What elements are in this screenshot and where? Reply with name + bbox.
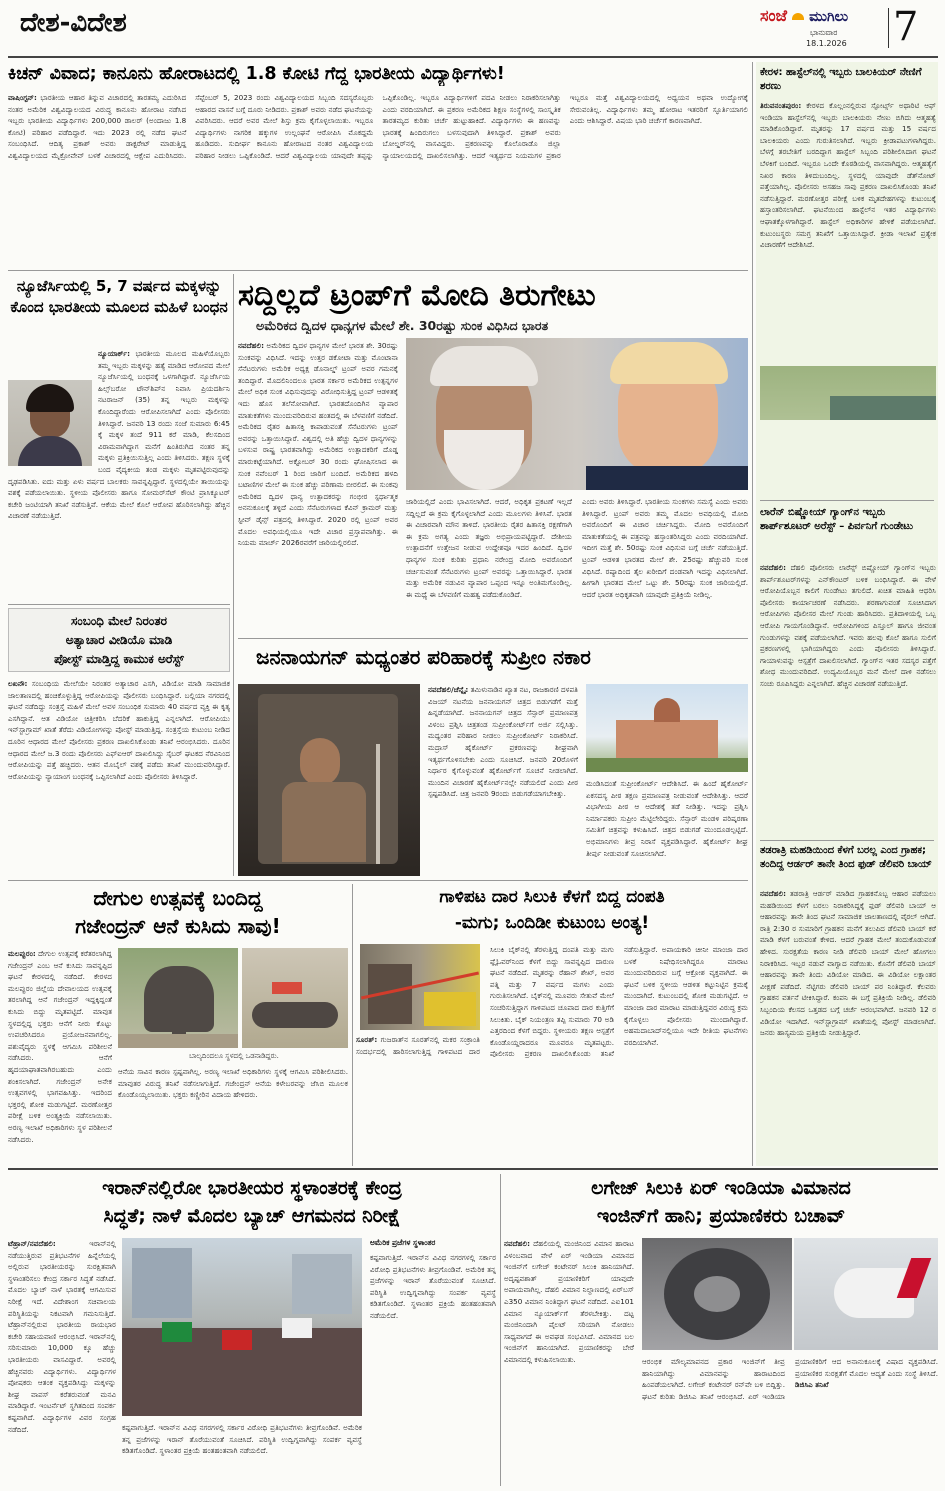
story-iran-evacuation bbox=[8, 1174, 496, 1486]
dateline: ನವದೆಹಲಿ: bbox=[760, 563, 786, 572]
article-body-left bbox=[238, 340, 398, 632]
story-temple-elephant bbox=[8, 884, 348, 1166]
headline-line-2: ಇಂಜಿನ್‌ಗೆ ಹಾನಿ; ಪ್ರಯಾಣಿಕರು ಬಚಾವ್ bbox=[596, 1205, 846, 1227]
divider bbox=[8, 1168, 938, 1170]
article-body-left bbox=[428, 684, 578, 876]
column-divider bbox=[500, 1174, 501, 1486]
right-sidebar bbox=[756, 62, 938, 1166]
story-jananayagan bbox=[238, 642, 748, 876]
story-newjersey bbox=[8, 276, 230, 602]
column-divider bbox=[752, 62, 753, 1166]
article-body-right bbox=[586, 778, 748, 876]
story-kite-accident bbox=[356, 884, 748, 1166]
body-text: ಕಷ್ಟವಾಗುತ್ತಿದೆ. ಇರಾನ್‌ನ ವಿವಿಧ ನಗರಗಳಲ್ಲಿ ಸರ್ಕಾರ ವಿರೋಧಿ ಪ್ರತಿಭಟನೆಗಳು ತೀವ್ರಗೊಂಡಿವೆ. ಅಮೆರಿಕ ತನ್ನ ಪ್ರಜೆಗಳನ್ನು ಇರಾನ್ ತೊರೆಯುವಂತೆ ಸೂಚಿಸಿದೆ. ಪರಿಸ್ಥಿತಿ ಉದ್ವಿಗ್ನವಾಗಿದ್ದು ಸಂಪರ್ಕ ವ್ಯವಸ್ಥೆ ಕಡಿತಗೊಂಡಿದೆ. ಸ್ಥಳಾಂತರ ಪ್ರಕ್ರಿಯೆ ಹಂತಹಂತವಾಗಿ ನಡೆಯಲಿದೆ. bbox=[370, 1253, 496, 1320]
body-text: ಜಾರಿಯಲ್ಲಿದೆ ಎಂದು ಭಾವಿಸಲಾಗಿದೆ. ಆದರೆ, ಅಧಿಕೃತ ಪ್ರಕಟಣೆ ಇಲ್ಲದೆ ಸದ್ದಿಲ್ಲದೆ ಈ ಕ್ರಮ ಕೈಗೊಳ್ಳಲಾಗಿದೆ ಎಂದು ಮೂಲಗಳು ತಿಳಿಸಿವೆ. ಭಾರತ ಈ ವಿಚಾರವಾಗಿ ಮೌನ ತಾಳಿದೆ. ಭಾರತೀಯ ರೈತರ ಹಿತಾಸಕ್ತಿ ರಕ್ಷಣೆಗಾಗಿ ಈ ಕ್ರಮ ಅಗತ್ಯ ಎಂದು ತಜ್ಞರು ಅಭಿಪ್ರಾಯಪಟ್ಟಿದ್ದಾರೆ. ದೇಶೀಯ ಉತ್ಪಾದನೆಗೆ ಉತ್ತೇಜನ ನೀಡುವ ಉದ್ದೇಶವೂ ಇದರ ಹಿಂದಿದೆ. ದ್ವಿದಳ ಧಾನ್ಯಗಳ ಸುಂಕ ಕುರಿತು ಪ್ರಧಾನಿ ನರೇಂದ್ರ ಮೋದಿ ಅವರೊಂದಿಗೆ ಚರ್ಚಿಸುವಂತೆ ಸೆನೆಟರುಗಳು ಟ್ರಂಪ್ ಅವರನ್ನು ಒತ್ತಾಯಿಸಿದ್ದಾರೆ. ಭಾರತ ಮತ್ತು ಅಮೆರಿಕ ನಡುವಿನ ವ್ಯಾಪಾರ ಒಪ್ಪಂದ ಇನ್ನೂ ಅಂತಿಮಗೊಂಡಿಲ್ಲ. ಈ ಮಧ್ಯೆ ಈ ಬೆಳವಣಿಗೆ ಮಹತ್ವ ಪಡೆದುಕೊಂಡಿದೆ. bbox=[406, 497, 572, 599]
issue-day: ಭಾನುವಾರ bbox=[810, 28, 838, 37]
article-body-left bbox=[8, 948, 112, 1166]
story-food-delivery bbox=[760, 844, 936, 1164]
dateline: ಟೆಹ್ರಾನ್/ನವದೆಹಲಿ: bbox=[8, 1239, 56, 1248]
story-kerala bbox=[760, 66, 936, 420]
story-video-arrest bbox=[8, 608, 230, 876]
modi-trump-photo bbox=[406, 338, 748, 490]
article-body bbox=[760, 888, 936, 1164]
masthead bbox=[0, 0, 945, 56]
divider bbox=[238, 638, 748, 639]
dateline: ಮಲಪ್ಪುರಂ: bbox=[8, 949, 36, 958]
divider bbox=[760, 500, 934, 501]
article-body-middle bbox=[406, 496, 572, 632]
dateline: ತಿರುವನಂತಪುರಂ: bbox=[760, 101, 802, 110]
body-text: ಭಾರತೀಯ ಆಹಾರ ತಿನ್ನುವ ವಿಚಾರದಲ್ಲಿ ತಾರತಮ್ಯ ಎದುರಿಸಿದ ನಂತರ ಅಮೆರಿಕ ವಿಶ್ವವಿದ್ಯಾಲಯದ ವಿರುದ್ಧ ಕಾನೂನು ಹೋರಾಟ ನಡೆಸಿದ ಇಬ್ಬರು ಭಾರತೀಯ ವಿದ್ಯಾರ್ಥಿಗಳು 200,000 ಡಾಲರ್ (ಅಂದಾಜು 1.8 ಕೋಟಿ) ಪರಿಹಾರ ಪಡೆದಿದ್ದಾರೆ. ಇದು 2023 ರಲ್ಲಿ ನಡೆದ ಘಟನೆ ಸಂಬಂಧಿಸಿದೆ. ಆದಿತ್ಯ ಪ್ರಕಾಶ್ ಅವರು ಡಾಕ್ಟರೇಟ್ ಮಾಡುತ್ತಿದ್ದ ವಿಶ್ವವಿದ್ಯಾಲಯದ ಮೈಕ್ರೋವೇವ್ ಬಳಕೆ ವಿಚಾರದಲ್ಲಿ ಆಕ್ಷೇಪ ಎದುರಿಸಿದರು. ಸೆಪ್ಟೆಂಬರ್ 5, 2023 ರಂದು ವಿಶ್ವವಿದ್ಯಾಲಯದ ಸಿಬ್ಬಂದಿ ಸದಸ್ಯರೊಬ್ಬರು ಆಹಾರದ ವಾಸನೆ ಬಗ್ಗೆ ದೂರು ನೀಡಿದರು. ಪ್ರಕಾಶ್ ಅವರು ನಡೆದ ಘಟನೆಯನ್ನು ವಿವರಿಸಿದರು. ಆದರೆ ಅವರ ಮೇಲೆ ಶಿಸ್ತು ಕ್ರಮ ಕೈಗೊಳ್ಳಲಾಯಿತು. ಇಬ್ಬರೂ ವಿದ್ಯಾರ್ಥಿಗಳು ನಾಗರಿಕ ಹಕ್ಕುಗಳ ಉಲ್ಲಂಘನೆ ಆರೋಪಿಸಿ ಮೊಕದ್ದಮೆ ಹೂಡಿದರು. ಸುದೀರ್ಘ ಕಾನೂನು ಹೋರಾಟದ ನಂತರ ವಿಶ್ವವಿದ್ಯಾಲಯ ಪರಿಹಾರ ನೀಡಲು ಒಪ್ಪಿಕೊಂಡಿದೆ. ಆದರೆ ವಿಶ್ವವಿದ್ಯಾಲಯ ಯಾವುದೇ ತಪ್ಪನ್ನು ಒಪ್ಪಿಕೊಂಡಿಲ್ಲ. ಇಬ್ಬರೂ ವಿದ್ಯಾರ್ಥಿಗಳಿಗೆ ಪದವಿ ನೀಡಲು ನಿರಾಕರಿಸಲಾಗಿತ್ತು ಎಂದು ವರದಿಯಾಗಿದೆ. ಈ ಪ್ರಕರಣ ಅಮೆರಿಕದ ಶಿಕ್ಷಣ ಸಂಸ್ಥೆಗಳಲ್ಲಿ ಸಾಂಸ್ಕೃತಿಕ ತಾರತಮ್ಯದ ಕುರಿತು ಚರ್ಚೆ ಹುಟ್ಟುಹಾಕಿದೆ. ವಿದ್ಯಾರ್ಥಿಗಳು ಈ ಹಣವನ್ನು ಭಾರತಕ್ಕೆ ಹಿಂದಿರುಗಲು ಬಳಸುವುದಾಗಿ ತಿಳಿಸಿದ್ದಾರೆ. ಪ್ರಕಾಶ್ ಅವರು ಬೋಲ್ಡರ್‌ನಲ್ಲಿ ವಾಸವಿದ್ದರು. ಪ್ರಕರಣವನ್ನು ಕೊಲೊರಾಡೊ ಜಿಲ್ಲಾ ನ್ಯಾಯಾಲಯದಲ್ಲಿ ದಾಖಲಿಸಲಾಗಿತ್ತು. ಆದರೆ ಇತ್ಯರ್ಥದ ನಿಯಮಗಳ ಪ್ರಕಾರ ಇಬ್ಬರೂ ಮತ್ತೆ ವಿಶ್ವವಿದ್ಯಾಲಯದಲ್ಲಿ ಅಧ್ಯಯನ ಅಥವಾ ಉದ್ಯೋಗಕ್ಕೆ ಸೇರುವಂತಿಲ್ಲ. ವಿದ್ಯಾರ್ಥಿಗಳು ತಮ್ಮ ಹೋರಾಟ ಇತರರಿಗೆ ಸ್ಫೂರ್ತಿಯಾಗಲಿ ಎಂದು ಆಶಿಸಿದ್ದಾರೆ. ವಿಷಯ ಭಾರಿ ಚರ್ಚೆಗೆ ಕಾರಣವಾಗಿದೆ. bbox=[8, 93, 748, 160]
headline-line-2: ಅತ್ಯಾಚಾರ ವೀಡಿಯೊ ಮಾಡಿ bbox=[65, 633, 173, 647]
article-body-right bbox=[370, 1252, 496, 1486]
headline: ಲಾರೆನ್ ಬಿಷ್ಣೋಯ್ ಗ್ಯಾಂಗ್‌ನ ಇಬ್ಬರು ಶಾರ್ಪ್‌ಶೂಟರ್ ಅರೆಸ್ಟ್ – ಪಿರ್ವನಿಗೆ ಗುಂಡೇಟು bbox=[760, 507, 913, 532]
column-divider bbox=[352, 884, 353, 1166]
headline: ನ್ಯೂಜೆರ್ಸಿಯಲ್ಲಿ 5, 7 ವರ್ಷದ ಮಕ್ಕಳನ್ನು ಕೊಂದ ಭಾರತೀಯ ಮೂಲದ ಮಹಿಳೆ ಬಂಧನ bbox=[10, 277, 228, 316]
subsection-heading: ಡಿಜಿಸಿಎ ತನಿಖೆ bbox=[795, 1380, 829, 1390]
hostel-photo bbox=[760, 366, 936, 420]
column-divider bbox=[233, 274, 234, 876]
body-text: ಆರಂಭಿಕ ಮೌಲ್ಯಮಾಪನದ ಪ್ರಕಾರ ಇಂಜಿನ್‌ಗೆ ತೀವ್ರ ಹಾನಿಯಾಗಿದ್ದು ವಿಮಾನವನ್ನು ಹಾರಾಟದಿಂದ ಹಿಂಪಡೆಯಲಾಗಿದೆ. ಲಗೇಜ್ ಕಂಟೇನರ್ ರನ್‌ವೇ ಬಳಿ ಬಿದ್ದಿತ್ತು. ಘಟನೆ ಕುರಿತು ಡಿಜಿಸಿಎ ತನಿಖೆ ಆರಂಭಿಸಿದೆ. ಏರ್ ಇಂಡಿಯಾ ಪ್ರಯಾಣಿಕರಿಗೆ ಆದ ಅನಾನುಕೂಲಕ್ಕೆ ವಿಷಾದ ವ್ಯಕ್ತಪಡಿಸಿದೆ. ಪ್ರಯಾಣಿಕರ ಸುರಕ್ಷತೆಗೆ ಮೊದಲ ಆದ್ಯತೆ ಎಂದು ಸಂಸ್ಥೆ ತಿಳಿಸಿದೆ. bbox=[642, 1357, 938, 1401]
page-number: 7 bbox=[893, 4, 919, 50]
divider bbox=[760, 840, 934, 841]
body-text: ದೆಹಲಿಯಲ್ಲಿ ಮಂಜಿನಿಂದ ವಿಮಾನ ಹಾರಾಟ ವಿಳಂಬವಾದ ವೇಳೆ ಏರ್ ಇಂಡಿಯಾ ವಿಮಾನದ ಇಂಜಿನ್‌ಗೆ ಲಗೇಜ್ ಕಂಟೇನರ್ ಸಿಲುಕಿ ಹಾನಿಯಾಗಿದೆ. ಅದೃಷ್ಟವಶಾತ್ ಪ್ರಯಾಣಿಕರಿಗೆ ಯಾವುದೇ ಅಪಾಯವಾಗಿಲ್ಲ. ದೆಹಲಿ ವಿಮಾನ ನಿಲ್ದಾಣದಲ್ಲಿ ಏರ್‌ಬಸ್ ಎ350 ವಿಮಾನ ನಿಂತಿದ್ದಾಗ ಘಟನೆ ನಡೆದಿದೆ. ಎಐ101 ವಿಮಾನ ನ್ಯೂಯಾರ್ಕ್‌ಗೆ ತೆರಳಬೇಕಿತ್ತು. ದಟ್ಟ ಮಂಜಿನಿಂದಾಗಿ ಪೈಲಟ್ ಸರಿಯಾಗಿ ನೋಡಲು ಸಾಧ್ಯವಾಗದೆ ಈ ಅವಘಡ ಸಂಭವಿಸಿದೆ. ವಿಮಾನದ ಬಲ ಇಂಜಿನ್‌ಗೆ ಹಾನಿಯಾಗಿದೆ. ಪ್ರಯಾಣಿಕರನ್ನು ಬೇರೆ ವಿಮಾನದಲ್ಲಿ ಕಳುಹಿಸಲಾಯಿತು. bbox=[504, 1239, 634, 1364]
body-text: ಗುಜರಾತ್‌ನ ಸೂರತ್‌ನಲ್ಲಿ ಮಕರ ಸಂಕ್ರಾಂತಿ ಸಂದರ್ಭದಲ್ಲಿ ಹಾರಿಸಲಾಗುತ್ತಿದ್ದ ಗಾಳಿಪಟದ ದಾರ ಸಿಲುಕಿ ಬೈಕ್‌ನಲ್ಲಿ ತೆರಳುತ್ತಿದ್ದ ದಂಪತಿ ಮತ್ತು ಮಗು ಫ್ಲೈಓವರ್‌ನಿಂದ ಕೆಳಗೆ ಬಿದ್ದು ಸಾವನ್ನಪ್ಪಿದ ದಾರುಣ ಘಟನೆ ನಡೆದಿದೆ. ಮೃತರನ್ನು ರೆಹಾನ್ ಶೇಖ್, ಅವರ ಪತ್ನಿ ಮತ್ತು 7 ವರ್ಷದ ಮಗಳು ಎಂದು ಗುರುತಿಸಲಾಗಿದೆ. ಬೈಕ್‌ನಲ್ಲಿ ಮೂವರು ಸೇತುವೆ ಮೇಲೆ ಸಂಚರಿಸುತ್ತಿದ್ದಾಗ ಗಾಳಿಪಟದ ಚೂಪಾದ ದಾರ ಕುತ್ತಿಗೆಗೆ ಸಿಲುಕಿತು. ಬೈಕ್ ನಿಯಂತ್ರಣ ತಪ್ಪಿ ಸುಮಾರು 70 ಅಡಿ ಎತ್ತರದಿಂದ ಕೆಳಗೆ ಬಿದ್ದರು. ಸ್ಥಳೀಯರು ತಕ್ಷಣ ಆಸ್ಪತ್ರೆಗೆ ಕೊಂಡೊಯ್ದರಾದರೂ ಮೂವರೂ ಮೃತಪಟ್ಟರು. ಪೊಲೀಸರು ಪ್ರಕರಣ ದಾಖಲಿಸಿಕೊಂಡು ತನಿಖೆ ನಡೆಸುತ್ತಿದ್ದಾರೆ. ಅಪಾಯಕಾರಿ ಚೀನೀ ಮಾಂಜಾ ದಾರ ಬಳಕೆ ನಿಷೇಧಿಸಲಾಗಿದ್ದರೂ ಮಾರಾಟ ಮುಂದುವರಿದಿರುವ ಬಗ್ಗೆ ಆಕ್ರೋಶ ವ್ಯಕ್ತವಾಗಿದೆ. ಈ ಘಟನೆ ಬಳಿಕ ಸ್ಥಳೀಯ ಆಡಳಿತ ಕಟ್ಟುನಿಟ್ಟಿನ ಕ್ರಮಕ್ಕೆ ಮುಂದಾಗಿದೆ. ಕುಟುಂಬದಲ್ಲಿ ಶೋಕ ಮಡುಗಟ್ಟಿದೆ. ಆ ಮಾಂಜಾ ದಾರ ಮಾರಾಟ ಮಾಡುತ್ತಿದ್ದವರ ವಿರುದ್ಧ ಕ್ರಮ ಕೈಗೊಳ್ಳಲು ಪೊಲೀಸರು ಮುಂದಾಗಿದ್ದಾರೆ. ಅಹಮದಾಬಾದ್‌ನಲ್ಲಿಯೂ ಇದೇ ರೀತಿಯ ಘಟನೆಗಳು ವರದಿಯಾಗಿವೆ. bbox=[356, 945, 748, 1059]
dateline: ನವದೆಹಲಿ/ಚೆನ್ನೈ: bbox=[428, 685, 469, 694]
dateline: ನವದೆಹಲಿ: bbox=[504, 1239, 530, 1248]
headline-line-2: -ಮಗು; ಒಂದಿಡೀ ಕುಟುಂಬ ಅಂತ್ಯ! bbox=[454, 913, 650, 933]
supreme-court-photo bbox=[586, 684, 748, 772]
headline-line-1: ಲಗೇಜ್ ಸಿಲುಕಿ ಏರ್ ಇಂಡಿಯಾ ವಿಮಾನದ bbox=[591, 1177, 851, 1199]
article-body-left bbox=[504, 1238, 634, 1486]
suspect-photo bbox=[8, 380, 92, 466]
body-text: ಇರಾನ್‌ನಲ್ಲಿ ನಡೆಯುತ್ತಿರುವ ಪ್ರತಿಭಟನೆಗಳ ಹಿನ್ನೆಲೆಯಲ್ಲಿ ಅಲ್ಲಿರುವ ಭಾರತೀಯರನ್ನು ಸುರಕ್ಷಿತವಾಗಿ ಸ್ಥಳಾಂತರಿಸಲು ಕೇಂದ್ರ ಸರ್ಕಾರ ಸಿದ್ಧತೆ ನಡೆಸಿದೆ. ಮೊದಲ ಬ್ಯಾಚ್ ನಾಳೆ ಭಾರತಕ್ಕೆ ಆಗಮಿಸುವ ನಿರೀಕ್ಷೆ ಇದೆ. ವಿದೇಶಾಂಗ ಸಚಿವಾಲಯ ಪರಿಸ್ಥಿತಿಯನ್ನು ನಿಕಟವಾಗಿ ಗಮನಿಸುತ್ತಿದೆ. ಟೆಹ್ರಾನ್‌ನಲ್ಲಿರುವ ಭಾರತೀಯ ರಾಯಭಾರ ಕಚೇರಿ ಸಹಾಯವಾಣಿ ಆರಂಭಿಸಿದೆ. ಇರಾನ್‌ನಲ್ಲಿ ಸರಿಸುಮಾರು 10,000 ಕ್ಕೂ ಹೆಚ್ಚು ಭಾರತೀಯರು ವಾಸವಿದ್ದಾರೆ. ಅವರಲ್ಲಿ ಹೆಚ್ಚಿನವರು ವಿದ್ಯಾರ್ಥಿಗಳು. ವಿದ್ಯಾರ್ಥಿಗಳ ಪೋಷಕರು ಆತಂಕ ವ್ಯಕ್ತಪಡಿಸಿದ್ದು ಮಕ್ಕಳನ್ನು ಶೀಘ್ರ ವಾಪಸ್ ಕರೆತರುವಂತೆ ಮನವಿ ಮಾಡಿದ್ದಾರೆ. ಇಂಟರ್ನೆಟ್ ಸ್ಥಗಿತದಿಂದ ಸಂಪರ್ಕ ಕಷ್ಟವಾಗಿದೆ. ವಿದ್ಯಾರ್ಥಿಗಳ ವಿವರ ಸಂಗ್ರಹ ನಡೆದಿದೆ. bbox=[8, 1239, 116, 1434]
article-body-right bbox=[642, 1356, 938, 1486]
subsection-heading: ಅಮೆರಿಕ ಪ್ರಜೆಗಳ ಸ್ಥಳಾಂತರ bbox=[370, 1238, 436, 1247]
body-text: ದೆಹಲಿ ಪೊಲೀಸರು ಲಾರೆನ್ಸ್ ಬಿಷ್ಣೋಯ್ ಗ್ಯಾಂಗ್‌ನ ಇಬ್ಬರು ಶಾರ್ಪ್‌ಶೂಟರ್‌ಗಳನ್ನು ಎನ್‌ಕೌಂಟರ್ ಬಳಿಕ ಬಂಧಿಸಿದ್ದಾರೆ. ಈ ವೇಳೆ ಆರೋಪಿಯೊಬ್ಬನ ಕಾಲಿಗೆ ಗುಂಡೇಟು ತಗುಲಿದೆ. ಖಚಿತ ಮಾಹಿತಿ ಆಧರಿಸಿ ಪೊಲೀಸರು ಕಾರ್ಯಾಚರಣೆ ನಡೆಸಿದರು. ಶರಣಾಗುವಂತೆ ಸೂಚಿಸಿದಾಗ ಆರೋಪಿಗಳು ಪೊಲೀಸರ ಮೇಲೆ ಗುಂಡು ಹಾರಿಸಿದರು. ಪ್ರತಿದಾಳಿಯಲ್ಲಿ ಒಬ್ಬ ಆರೋಪಿ ಗಾಯಗೊಂಡಿದ್ದಾನೆ. ಆರೋಪಿಗಳಿಂದ ಪಿಸ್ತೂಲ್ ಹಾಗೂ ಜೀವಂತ ಗುಂಡುಗಳನ್ನು ವಶಕ್ಕೆ ಪಡೆಯಲಾಗಿದೆ. ಇವರು ಹಲವು ಕೊಲೆ ಹಾಗೂ ಸುಲಿಗೆ ಪ್ರಕರಣಗಳಲ್ಲಿ ಭಾಗಿಯಾಗಿದ್ದರು ಎಂದು ಪೊಲೀಸರು ತಿಳಿಸಿದ್ದಾರೆ. ಗಾಯಾಳುವನ್ನು ಆಸ್ಪತ್ರೆಗೆ ದಾಖಲಿಸಲಾಗಿದೆ. ಗ್ಯಾಂಗ್‌ನ ಇತರ ಸದಸ್ಯರ ಪತ್ತೆಗೆ ಶೋಧ ಮುಂದುವರಿದಿದೆ. ಉದ್ಯಮಿಯೊಬ್ಬರ ಮನೆ ಮೇಲೆ ದಾಳಿ ನಡೆಸಲು ಸಂಚು ರೂಪಿಸಿದ್ದರು ಎನ್ನಲಾಗಿದೆ. ಹೆಚ್ಚಿನ ವಿಚಾರಣೆ ನಡೆಯುತ್ತಿದೆ. bbox=[760, 563, 936, 688]
kite-accident-photo bbox=[360, 944, 480, 1030]
article-body-bottom bbox=[122, 1422, 362, 1486]
iran-protest-photo bbox=[122, 1238, 362, 1416]
headline-line-1: ದೇಗುಲ ಉತ್ಸವಕ್ಕೆ ಬಂದಿದ್ದ bbox=[93, 886, 263, 910]
fallen-elephant-photo bbox=[242, 948, 348, 1048]
body-text: ದೇಗುಲ ಉತ್ಸವಕ್ಕೆ ಕರೆತರಲಾಗಿದ್ದ ಗಜೇಂದ್ರನ್ ಎಂಬ ಆನೆ ಕುಸಿದು ಸಾವನ್ನಪ್ಪಿದ ಘಟನೆ ಕೇರಳದಲ್ಲಿ ನಡೆದಿದೆ. ಕೇರಳದ ಮಲಪ್ಪುರಂ ಜಿಲ್ಲೆಯ ದೇವಾಲಯದ ಉತ್ಸವಕ್ಕೆ ತರಲಾಗಿದ್ದ ಆನೆ ಗಜೇಂದ್ರನ್ ಇದ್ದಕ್ಕಿದ್ದಂತೆ ಕುಸಿದು ಬಿದ್ದು ಮೃತಪಟ್ಟಿದೆ. ಮಾವುತ ಸ್ಥಳದಲ್ಲಿದ್ದ ಭಕ್ತರು ಆನೆಗೆ ನೀರು ಕೊಟ್ಟು ಉಪಚರಿಸಿದರೂ ಪ್ರಯೋಜನವಾಗಲಿಲ್ಲ. ಪಶುವೈದ್ಯರು ಸ್ಥಳಕ್ಕೆ ಆಗಮಿಸಿ ಪರಿಶೀಲನೆ ನಡೆಸಿದರು. ಆನೆಗೆ ಹೃದಯಾಘಾತವಾಗಿರಬಹುದು ಎಂದು ಶಂಕಿಸಲಾಗಿದೆ. ಗಜೇಂದ್ರನ್ ಅನೇಕ ಉತ್ಸವಗಳಲ್ಲಿ ಭಾಗವಹಿಸಿತ್ತು. ಇದರಿಂದ ಭಕ್ತರಲ್ಲಿ ಶೋಕ ಮಡುಗಟ್ಟಿದೆ. ಮರಣೋತ್ತರ ಪರೀಕ್ಷೆ ಬಳಿಕ ಅಂತ್ಯಕ್ರಿಯೆ ನಡೆಸಲಾಯಿತು. ಅರಣ್ಯ ಇಲಾಖೆ ಅಧಿಕಾರಿಗಳು ಸ್ಥಳ ಪರಿಶೀಲನೆ ನಡೆಸಿದರು. bbox=[8, 949, 112, 1144]
article-body bbox=[8, 348, 230, 602]
brand-logo bbox=[760, 6, 885, 30]
brand-name-b: ಮುಗಿಲು bbox=[809, 9, 849, 25]
sun-icon bbox=[792, 13, 804, 20]
article-body-right bbox=[118, 1066, 348, 1166]
headline-line-1: ಸಂಬಂಧಿ ಮೇಲೆ ನಿರಂತರ bbox=[71, 614, 167, 628]
headline: ಕಿಚನ್ ವಿವಾದ; ಕಾನೂನು ಹೋರಾಟದಲ್ಲಿ 1.8 ಕೋಟಿ ಗೆದ್ದ ಭಾರತೀಯ ವಿದ್ಯಾರ್ಥಿಗಳು! bbox=[8, 64, 505, 84]
elephant-photo bbox=[118, 948, 238, 1048]
story-kitchen bbox=[8, 62, 748, 268]
article-body bbox=[8, 92, 748, 268]
body-text: ಮಂಡಿಸಿದಂತೆ ಸುಪ್ರೀಂಕೋರ್ಟ್ ಆದೇಶಿಸಿದೆ. ಈ ಹಿಂದೆ ಹೈಕೋರ್ಟ್ ಏಕಸದಸ್ಯ ಪೀಠ ತಕ್ಷಣ ಪ್ರಮಾಣಪತ್ರ ನೀಡುವಂತೆ ಆದೇಶಿಸಿತ್ತು. ಆದರೆ ವಿಭಾಗೀಯ ಪೀಠ ಆ ಆದೇಶಕ್ಕೆ ತಡೆ ನೀಡಿತ್ತು. ಇದನ್ನು ಪ್ರಶ್ನಿಸಿ ನಿರ್ಮಾಪಕರು ಸುಪ್ರೀಂ ಮೆಟ್ಟಿಲೇರಿದ್ದರು. ಸೆನ್ಸಾರ್ ಮಂಡಳಿ ಪರಿಷ್ಕರಣಾ ಸಮಿತಿಗೆ ಚಿತ್ರವನ್ನು ಕಳುಹಿಸಿದೆ. ಚಿತ್ರದ ಬಿಡುಗಡೆ ಮುಂದೂಡಲ್ಪಟ್ಟಿದೆ. ಅಭಿಮಾನಿಗಳು ತೀವ್ರ ನಿರಾಸೆ ವ್ಯಕ್ತಪಡಿಸಿದ್ದಾರೆ. ಹೈಕೋರ್ಟ್ ಶೀಘ್ರ ತೀರ್ಪು ನೀಡುವಂತೆ ಸೂಚಿಸಲಾಗಿದೆ. bbox=[586, 779, 748, 858]
article-body bbox=[760, 562, 936, 836]
headline: ತಡರಾತ್ರಿ ಮಹಡಿಯಿಂದ ಕೆಳಗೆ ಬರಲ್ಲ ಎಂದ ಗ್ರಾಹಕ; ತಂದಿದ್ದ ಆರ್ಡರ್ ತಾನೇ ತಿಂದ ಫುಡ್ ಡೆಲಿವರಿ ಬಾಯ್ bbox=[760, 845, 932, 870]
headline: ಸದ್ದಿಲ್ಲದೆ ಟ್ರಂಪ್‌ಗೆ ಮೋದಿ ತಿರುಗೇಟು bbox=[238, 278, 596, 313]
masthead-divider bbox=[888, 8, 889, 48]
story-trump-modi bbox=[238, 276, 748, 632]
article-body-left bbox=[8, 1238, 116, 1486]
body-text: ಸಂಬಂಧಿಯ ಮೇಲೆಯೇ ನಿರಂತರ ಅತ್ಯಾಚಾರ ಎಸಗಿ, ವಿಡಿಯೋ ಮಾಡಿ ಸಾಮಾಜಿಕ ಜಾಲತಾಣದಲ್ಲಿ ಹಂಚಿಕೊಳ್ಳುತ್ತಿದ್ದ ಆರೋಪಿಯನ್ನು ಪೊಲೀಸರು ಬಂಧಿಸಿದ್ದಾರೆ. ಬಲ್ಲಿಯಾ ನಗರದಲ್ಲಿ ಘಟನೆ ನಡೆದಿದ್ದು ಸಂತ್ರಸ್ತೆ ಮಹಿಳೆ ಮೇಲೆ ಅವಳ ಸಂಬಂಧಿಕ ಸುಮಾರು 40 ವರ್ಷದ ವ್ಯಕ್ತಿ ಈ ಕೃತ್ಯ ಎಸಗಿದ್ದಾನೆ. ಆತ ವಿಡಿಯೋ ಚಿತ್ರೀಕರಿಸಿ ಬೆದರಿಕೆ ಹಾಕುತ್ತಿದ್ದ ಎನ್ನಲಾಗಿದೆ. ಆರೋಪಿಯು ಇನ್‌ಸ್ಟಾಗ್ರಾಮ್ ಖಾತೆ ತೆರೆದು ವಿಡಿಯೋಗಳನ್ನು ಪೋಸ್ಟ್ ಮಾಡುತ್ತಿದ್ದ. ಸಂತ್ರಸ್ತೆಯ ಕುಟುಂಬ ನೀಡಿದ ದೂರಿನ ಆಧಾರದ ಮೇಲೆ ಪೊಲೀಸರು ಪ್ರಕರಣ ದಾಖಲಿಸಿಕೊಂಡು ತನಿಖೆ ಆರಂಭಿಸಿದರು. ದೂರಿನ ಆಧಾರದ ಮೇಲೆ ಜ.3 ರಂದು ಪೊಲೀಸರು ಎಫ್‌ಐಆರ್ ದಾಖಲಿಸಿದ್ದು ಸೈಬರ್ ಘಟಕದ ನೆರವಿನಿಂದ ಆರೋಪಿಯನ್ನು ಪತ್ತೆ ಹಚ್ಚಿದರು. ಆತನ ಮೊಬೈಲ್ ವಶಕ್ಕೆ ಪಡೆದು ತನಿಖೆ ಮುಂದುವರಿಸಿದ್ದಾರೆ. ಆರೋಪಿಯನ್ನು ನ್ಯಾಯಾಂಗ ಬಂಧನಕ್ಕೆ ಒಪ್ಪಿಸಲಾಗಿದೆ ಎಂದು ಪೊಲೀಸರು ತಿಳಿಸಿದ್ದಾರೆ. bbox=[8, 679, 230, 781]
headline-line-3: ಪೋಸ್ಟ್ ಮಾಡ್ತಿದ್ದ ಕಾಮುಕ ಅರೆಸ್ಟ್ bbox=[54, 652, 184, 666]
article-body bbox=[8, 678, 230, 874]
headline-line-2: ಗಜೇಂದ್ರನ್ ಆನೆ ಕುಸಿದು ಸಾವು! bbox=[75, 914, 281, 938]
story-gang-arrest bbox=[760, 506, 936, 836]
story-air-india bbox=[504, 1174, 938, 1486]
dateline: ನವದೆಹಲಿ: bbox=[760, 889, 786, 898]
brand-name-a: ಸಂಜೆ bbox=[760, 6, 787, 25]
article-body-right bbox=[582, 496, 748, 632]
dateline: ವಾಷಿಂಗ್ಟನ್: bbox=[8, 93, 37, 102]
body-text: ಕಷ್ಟವಾಗುತ್ತಿದೆ. ಇರಾನ್‌ನ ವಿವಿಧ ನಗರಗಳಲ್ಲಿ ಸರ್ಕಾರ ವಿರೋಧಿ ಪ್ರತಿಭಟನೆಗಳು ತೀವ್ರಗೊಂಡಿವೆ. ಅಮೆರಿಕ ತನ್ನ ಪ್ರಜೆಗಳನ್ನು ಇರಾನ್ ತೊರೆಯುವಂತೆ ಸೂಚಿಸಿದೆ. ಪರಿಸ್ಥಿತಿ ಉದ್ವಿಗ್ನವಾಗಿದ್ದು ಸಂಪರ್ಕ ವ್ಯವಸ್ಥೆ ಕಡಿತಗೊಂಡಿದೆ. ಸ್ಥಳಾಂತರ ಪ್ರಕ್ರಿಯೆ ಹಂತಹಂತವಾಗಿ ನಡೆಯಲಿದೆ. bbox=[122, 1423, 362, 1456]
masthead-rule bbox=[8, 56, 938, 58]
headline-line-1: ಗಾಳಿಪಟ ದಾರ ಸಿಲುಕಿ ಕೆಳಗೆ ಬಿದ್ದ ದಂಪತಿ bbox=[439, 887, 665, 907]
headline: ಜನನಾಯಗನ್ ಮಧ್ಯಂತರ ಪರಿಹಾರಕ್ಕೆ ಸುಪ್ರೀಂ ನಕಾರ bbox=[256, 645, 591, 669]
dateline: ಸೂರತ್: bbox=[356, 1035, 378, 1044]
body-text: ಆನೆಯ ಸಾವಿನ ಕಾರಣ ಸ್ಪಷ್ಟವಾಗಿಲ್ಲ. ಅರಣ್ಯ ಇಲಾಖೆ ಅಧಿಕಾರಿಗಳು ಸ್ಥಳಕ್ಕೆ ಆಗಮಿಸಿ ಪರಿಶೀಲಿಸಿದರು. ಮಾವುತರ ವಿರುದ್ಧ ತನಿಖೆ ನಡೆಸಲಾಗುತ್ತಿದೆ. ಗಜೇಂದ್ರನ್ ಆನೆಯ ಕಳೇಬರವನ್ನು ಜೆಸಿಬಿ ಮೂಲಕ ಕೊಂಡೊಯ್ಯಲಾಯಿತು. ಭಕ್ತರು ಕಣ್ಣೀರಿನ ವಿದಾಯ ಹೇಳಿದರು. bbox=[118, 1067, 348, 1100]
article-body bbox=[356, 944, 748, 1166]
dateline: ನವದೆಹಲಿ: bbox=[238, 341, 264, 350]
body-text: ಭಾರತೀಯ ಮೂಲದ ಮಹಿಳೆಯೊಬ್ಬರು ತಮ್ಮ ಇಬ್ಬರು ಮಕ್ಕಳನ್ನು ಹತ್ಯೆ ಮಾಡಿದ ಆರೋಪದ ಮೇಲೆ ನ್ಯೂಜೆರ್ಸಿಯಲ್ಲಿ ಬಂಧನಕ್ಕೆ ಒಳಗಾಗಿದ್ದಾರೆ. ನ್ಯೂಜೆರ್ಸಿಯ ಹಿಲ್ಸ್‌ಬರೋ ಟೌನ್‌ಶಿಪ್‌ನ ನಿವಾಸಿ ಪ್ರಿಯದರ್ಶಿನಿ ನಟರಾಜನ್ (35) ತನ್ನ ಇಬ್ಬರು ಮಕ್ಕಳನ್ನು ಕೊಂದಿದ್ದಾರೆಂದು ಆರೋಪಿಸಲಾಗಿದೆ ಎಂದು ಪೊಲೀಸರು ತಿಳಿಸಿದ್ದಾರೆ. ಜನವರಿ 13 ರಂದು ಸಂಜೆ ಸುಮಾರು 6:45 ಕ್ಕೆ ಮಕ್ಕಳ ತಂದೆ 911 ಕರೆ ಮಾಡಿ, ಕೆಲಸದಿಂದ ವಿರಾಮವಾಗಿದ್ದಾಗ ಮನೆಗೆ ಹಿಂತಿರುಗಿದ ನಂತರ ತನ್ನ ಮಕ್ಕಳು ಪ್ರತಿಕ್ರಿಯಿಸುತ್ತಿಲ್ಲ ಎಂದು ತಿಳಿಸಿದರು. ತಕ್ಷಣ ಸ್ಥಳಕ್ಕೆ ಬಂದ ವೈದ್ಯಕೀಯ ತಂಡ ಮಕ್ಕಳು ಮೃತಪಟ್ಟಿರುವುದನ್ನು ದೃಢಪಡಿಸಿತು. ಐದು ಮತ್ತು ಏಳು ವರ್ಷದ ಬಾಲಕರು ಸಾವನ್ನಪ್ಪಿದ್ದಾರೆ. ಸ್ಥಳದಲ್ಲಿಯೇ ತಾಯಿಯನ್ನು ವಶಕ್ಕೆ ಪಡೆಯಲಾಯಿತು. ಸ್ಥಳೀಯ ಪೊಲೀಸರು ಹಾಗೂ ಸೋಮರ್‌ಸೆಟ್ ಕೌಂಟಿ ಪ್ರಾಸಿಕ್ಯೂಟರ್ ಕಚೇರಿ ಜಂಟಿಯಾಗಿ ತನಿಖೆ ನಡೆಸುತ್ತಿವೆ. ಆಕೆಯ ಮೇಲೆ ಕೊಲೆ ಆರೋಪ ಹೊರಿಸಲಾಗಿದ್ದು ಹೆಚ್ಚಿನ ವಿಚಾರಣೆ ನಡೆಯುತ್ತಿದೆ. bbox=[8, 349, 230, 521]
article-body bbox=[760, 100, 936, 364]
vijay-poster-photo bbox=[238, 684, 420, 876]
body-text: ಕೇರಳದ ಕೊಲ್ಲಂನಲ್ಲಿರುವ ಸ್ಪೋರ್ಟ್ಸ್ ಅಥಾರಿಟಿ ಆಫ್ ಇಂಡಿಯಾ ಹಾಸ್ಟೆಲ್‌ನಲ್ಲಿ ಇಬ್ಬರು ಬಾಲಕಿಯರು ನೇಣು ಬಿಗಿದು ಆತ್ಮಹತ್ಯೆ ಮಾಡಿಕೊಂಡಿದ್ದಾರೆ. ಮೃತರನ್ನು 17 ವರ್ಷದ ಮತ್ತು 15 ವರ್ಷದ ಬಾಲಕಿಯರು ಎಂದು ಗುರುತಿಸಲಾಗಿದೆ. ಇಬ್ಬರು ಕ್ರೀಡಾಪಟುಗಳಾಗಿದ್ದರು. ಬೆಳಗ್ಗೆ ತರಬೇತಿಗೆ ಬರದಿದ್ದಾಗ ಹಾಸ್ಟೆಲ್ ಸಿಬ್ಬಂದಿ ಪರಿಶೀಲಿಸಿದಾಗ ಘಟನೆ ಬೆಳಕಿಗೆ ಬಂದಿದೆ. ಇಬ್ಬರೂ ಒಂದೇ ಕೊಠಡಿಯಲ್ಲಿ ವಾಸವಾಗಿದ್ದರು. ಆತ್ಮಹತ್ಯೆಗೆ ನಿಖರ ಕಾರಣ ತಿಳಿದುಬಂದಿಲ್ಲ. ಸ್ಥಳದಲ್ಲಿ ಯಾವುದೇ ಡೆತ್‌ನೋಟ್ ಪತ್ತೆಯಾಗಿಲ್ಲ. ಪೊಲೀಸರು ಅಸಹಜ ಸಾವು ಪ್ರಕರಣ ದಾಖಲಿಸಿಕೊಂಡು ತನಿಖೆ ನಡೆಸುತ್ತಿದ್ದಾರೆ. ಮರಣೋತ್ತರ ಪರೀಕ್ಷೆ ಬಳಿಕ ಮೃತದೇಹಗಳನ್ನು ಕುಟುಂಬಕ್ಕೆ ಹಸ್ತಾಂತರಿಸಲಾಗಿದೆ. ಘಟನೆಯಿಂದ ಹಾಸ್ಟೆಲ್‌ನ ಇತರ ವಿದ್ಯಾರ್ಥಿಗಳು ಆಘಾತಕ್ಕೊಳಗಾಗಿದ್ದಾರೆ. ಹಾಸ್ಟೆಲ್ ಅಧಿಕಾರಿಗಳ ಹೇಳಿಕೆ ಪಡೆಯಲಾಗಿದೆ. ಕುಟುಂಬಸ್ಥರು ಸಮಗ್ರ ತನಿಖೆಗೆ ಒತ್ತಾಯಿಸಿದ್ದಾರೆ. ಕ್ರೀಡಾ ಇಲಾಖೆ ಪ್ರತ್ಯೇಕ ವಿಚಾರಣೆಗೆ ಆದೇಶಿಸಿದೆ. bbox=[760, 101, 936, 250]
dateline: ನ್ಯೂಯಾರ್ಕ್: bbox=[98, 349, 130, 358]
photo-caption: ಬಾಲ್ಯದಿಂದಲೂ ಸ್ಥಳದಲ್ಲಿ ಒಡನಾಡಿದ್ದರು. bbox=[189, 1052, 279, 1060]
body-text: ತಡರಾತ್ರಿ ಆರ್ಡರ್ ಮಾಡಿದ ಗ್ರಾಹಕನೊಬ್ಬ ಆಹಾರ ಪಡೆಯಲು ಮಹಡಿಯಿಂದ ಕೆಳಗೆ ಬರಲು ನಿರಾಕರಿಸಿದ್ದಕ್ಕೆ ಫುಡ್ ಡೆಲಿವರಿ ಬಾಯ್ ಆ ಆಹಾರವನ್ನು ತಾನೇ ತಿಂದ ಘಟನೆ ಸಾಮಾಜಿಕ ಜಾಲತಾಣದಲ್ಲಿ ವೈರಲ್ ಆಗಿದೆ. ರಾತ್ರಿ 2:30 ರ ಸುಮಾರಿಗೆ ಗ್ರಾಹಕನ ಮನೆಗೆ ತಲುಪಿದ ಡೆಲಿವರಿ ಬಾಯ್ ಕರೆ ಮಾಡಿ ಕೆಳಗೆ ಬರುವಂತೆ ಕೇಳಿದ. ಆದರೆ ಗ್ರಾಹಕ ಮೇಲೆ ತಂದುಕೊಡುವಂತೆ ಹೇಳಿದ. ಸುರಕ್ಷತೆಯ ಕಾರಣ ನೀಡಿ ಡೆಲಿವರಿ ಬಾಯ್ ಮೇಲೆ ಹೋಗಲು ನಿರಾಕರಿಸಿದ. ಇಬ್ಬರ ನಡುವೆ ವಾಗ್ವಾದ ನಡೆಯಿತು. ಕೊನೆಗೆ ಡೆಲಿವರಿ ಬಾಯ್ ಆಹಾರವನ್ನು ತಾನೇ ತಿಂದು ವಿಡಿಯೋ ಮಾಡಿದ. ಈ ವಿಡಿಯೋ ಲಕ್ಷಾಂತರ ವೀಕ್ಷಣೆ ಪಡೆದಿದೆ. ನೆಟ್ಟಿಗರು ಡೆಲಿವರಿ ಬಾಯ್ ಪರ ನಿಂತಿದ್ದಾರೆ. ಕೆಲವರು ಗ್ರಾಹಕನ ವರ್ತನೆ ಟೀಕಿಸಿದ್ದಾರೆ. ಕಂಪನಿ ಈ ಬಗ್ಗೆ ಪ್ರತಿಕ್ರಿಯೆ ನೀಡಿಲ್ಲ. ಡೆಲಿವರಿ ಸಿಬ್ಬಂದಿಯ ಕೆಲಸದ ಒತ್ತಡದ ಬಗ್ಗೆ ಚರ್ಚೆ ಆರಂಭವಾಗಿದೆ. ಜನವರಿ 12 ರ ವಿಡಿಯೋ ಇದಾಗಿದೆ. ಇನ್‌ಸ್ಟಾಗ್ರಾಮ್ ಖಾತೆಯಲ್ಲಿ ಪೋಸ್ಟ್ ಮಾಡಲಾಗಿದೆ. ಜನರು ಹಾಸ್ಯಮಯ ಪ್ರತಿಕ್ರಿಯೆ ನೀಡುತ್ತಿದ್ದಾರೆ. bbox=[760, 889, 936, 1038]
divider bbox=[8, 880, 748, 881]
section-title: ದೇಶ-ವಿದೇಶ bbox=[20, 8, 127, 38]
subhead: ಅಮೆರಿಕದ ದ್ವಿದಳ ಧಾನ್ಯಗಳ ಮೇಲೆ ಶೇ. 30ರಷ್ಟು ಸುಂಕ ವಿಧಿಸಿದ ಭಾರತ bbox=[256, 318, 549, 333]
divider bbox=[8, 270, 748, 271]
dateline: ಲಖನೌ: bbox=[8, 679, 28, 688]
body-text: ಎಂದು ಅವರು ತಿಳಿಸಿದ್ದಾರೆ. ಭಾರತೀಯ ಸುಂಕಗಳು ಸಮಸ್ಯೆ ಎಂದು ಅವರು ತಿಳಿಸಿದ್ದಾರೆ. ಟ್ರಂಪ್ ಅವರು ತಮ್ಮ ಮೊದಲ ಅವಧಿಯಲ್ಲಿ ಮೋದಿ ಅವರೊಂದಿಗೆ ಈ ವಿಚಾರ ಚರ್ಚಿಸಿದ್ದರು. ಮೋದಿ ಅವರೊಂದಿಗೆ ಮಾತುಕತೆಯಲ್ಲಿ ಈ ಪತ್ರವನ್ನು ಹಸ್ತಾಂತರಿಸಿದ್ದರು ಎಂದು ವರದಿಯಾಗಿದೆ. ಇದೀಗ ಮತ್ತೆ ಶೇ. 50ರಷ್ಟು ಸುಂಕ ವಿಧಿಸುವ ಬಗ್ಗೆ ಚರ್ಚೆ ನಡೆಯುತ್ತಿದೆ. ಟ್ರಂಪ್ ಆಡಳಿತ ಭಾರತದ ಮೇಲೆ ಶೇ. 25ರಷ್ಟು ಹೆಚ್ಚುವರಿ ಸುಂಕ ವಿಧಿಸಿದೆ. ರಷ್ಯಾದಿಂದ ತೈಲ ಖರೀದಿಗೆ ದಂಡವಾಗಿ ಇದನ್ನು ವಿಧಿಸಲಾಗಿದೆ. ಹೀಗಾಗಿ ಭಾರತದ ಮೇಲೆ ಒಟ್ಟು ಶೇ. 50ರಷ್ಟು ಸುಂಕ ಜಾರಿಯಲ್ಲಿದೆ. ಆದರೆ ಭಾರತ ಅಧಿಕೃತವಾಗಿ ಯಾವುದೇ ಪ್ರತಿಕ್ರಿಯೆ ನೀಡಿಲ್ಲ. bbox=[582, 497, 748, 599]
aircraft-photo bbox=[794, 1238, 938, 1350]
divider bbox=[8, 604, 230, 605]
headline-line-1: ಇರಾನ್‌ನಲ್ಲಿರೋ ಭಾರತೀಯರ ಸ್ಥಳಾಂತರಕ್ಕೆ ಕೇಂದ್ರ bbox=[102, 1177, 402, 1199]
headline-box bbox=[8, 608, 230, 672]
body-text: ಅಮೆರಿಕದ ದ್ವಿದಳ ಧಾನ್ಯಗಳ ಮೇಲೆ ಭಾರತ ಶೇ. 30ರಷ್ಟು ಸುಂಕವನ್ನು ವಿಧಿಸಿದೆ. ಇದನ್ನು ಉತ್ತರ ಡಕೋಟಾ ಮತ್ತು ಮೊಂಟಾನಾ ಸೆನೆಟರುಗಳು ಅಮೆರಿಕ ಅಧ್ಯಕ್ಷ ಡೊನಾಲ್ಡ್ ಟ್ರಂಪ್ ಅವರ ಗಮನಕ್ಕೆ ತಂದಿದ್ದಾರೆ. ಮೊದಲಿನಿಂದಲೂ ಭಾರತ ಸರ್ಕಾರ ಅಮೆರಿಕದ ಉತ್ಪನ್ನಗಳ ಮೇಲೆ ಅಧಿಕ ಸುಂಕ ವಿಧಿಸುವುದನ್ನು ವಿರೋಧಿಸುತ್ತಿದ್ದ ಟ್ರಂಪ್ ಆಡಳಿತಕ್ಕೆ ಇದು ಹೊಸ ತಲೆನೋವಾಗಿದೆ. ಭಾರತದೊಂದಿಗಿನ ವ್ಯಾಪಾರ ಮಾತುಕತೆಗಳು ಮುಂದುವರಿದಿರುವ ಹಂತದಲ್ಲಿ ಈ ಬೆಳವಣಿಗೆ ನಡೆದಿದೆ. ಅಮೆರಿಕದ ರೈತರ ಹಿತಾಸಕ್ತಿ ಕಾಪಾಡುವಂತೆ ಸೆನೆಟರುಗಳು ಟ್ರಂಪ್ ಅವರನ್ನು ಒತ್ತಾಯಿಸಿದ್ದಾರೆ. ವಿಶ್ವದಲ್ಲಿ ಅತಿ ಹೆಚ್ಚು ದ್ವಿದಳ ಧಾನ್ಯಗಳನ್ನು ಬಳಸುವ ರಾಷ್ಟ್ರ ಭಾರತವಾಗಿದ್ದು ಅಮೆರಿಕದ ಉತ್ಪಾದಕರಿಗೆ ದೊಡ್ಡ ಮಾರುಕಟ್ಟೆಯಾಗಿದೆ. ಅಕ್ಟೋಬರ್ 30 ರಂದು ಘೋಷಿಸಲಾದ ಈ ಸುಂಕ ನವೆಂಬರ್ 1 ರಿಂದ ಜಾರಿಗೆ ಬಂದಿದೆ. ಅಮೆರಿಕದ ಹಳದಿ ಬಟಾಣಿಗಳ ಮೇಲೆ ಈ ಸುಂಕ ಹೆಚ್ಚು ಪರಿಣಾಮ ಬೀರಲಿದೆ. ಈ ಸುಂಕವು ಅಮೆರಿಕದ ದ್ವಿದಳ ಧಾನ್ಯ ಉತ್ಪಾದಕರನ್ನು ಗಂಭೀರ ಸ್ಪರ್ಧಾತ್ಮಕ ಅನನುಕೂಲಕ್ಕೆ ತಳ್ಳಿದೆ ಎಂದು ಸೆನೆಟರುಗಳಾದ ಕೆವಿನ್ ಕ್ರಾಮರ್ ಮತ್ತು ಸ್ಟೀವ್ ಡೈನ್ಸ್ ಪತ್ರದಲ್ಲಿ ತಿಳಿಸಿದ್ದಾರೆ. 2020 ರಲ್ಲಿ ಟ್ರಂಪ್ ಅವರ ಮೊದಲ ಅವಧಿಯಲ್ಲಿಯೂ ಇದೇ ವಿಚಾರ ಪ್ರಸ್ತಾಪವಾಗಿತ್ತು. ಈ ನಿಯಮ ಮಾರ್ಚ್ 2026ರವರೆಗೆ ಜಾರಿಯಲ್ಲಿರಲಿದೆ. bbox=[238, 341, 398, 548]
headline: ಕೇರಳ: ಹಾಸ್ಟೆಲ್‌ನಲ್ಲಿ ಇಬ್ಬರು ಬಾಲಕಿಯರ್ ನೇಣಿಗೆ ಶರಣು bbox=[760, 67, 922, 92]
headline-line-2: ಸಿದ್ಧತೆ; ನಾಳೆ ಮೊದಲ ಬ್ಯಾಚ್ ಆಗಮನದ ನಿರೀಕ್ಷೆ bbox=[103, 1205, 401, 1227]
body-text: ತಮಿಳುನಾಡಿನ ಖ್ಯಾತ ನಟ, ರಾಜಕಾರಣಿ ದಳಪತಿ ವಿಜಯ್ ನಟನೆಯ ಜನನಾಯಗನ್ ಚಿತ್ರದ ಬಿಡುಗಡೆಗೆ ಮತ್ತೆ ಹಿನ್ನಡೆಯಾಗಿದೆ. ಜನನಾಯಗನ್ ಚಿತ್ರದ ಸೆನ್ಸಾರ್ ಪ್ರಮಾಣಪತ್ರ ವಿಳಂಬ ಪ್ರಶ್ನಿಸಿ ಚಿತ್ರತಂಡ ಸುಪ್ರೀಂಕೋರ್ಟ್‌ಗೆ ಅರ್ಜಿ ಸಲ್ಲಿಸಿತ್ತು. ಮಧ್ಯಂತರ ಪರಿಹಾರ ನೀಡಲು ಸುಪ್ರೀಂಕೋರ್ಟ್ ನಿರಾಕರಿಸಿದೆ. ಮದ್ರಾಸ್ ಹೈಕೋರ್ಟ್ ಪ್ರಕರಣವನ್ನು ಶೀಘ್ರವಾಗಿ ಇತ್ಯರ್ಥಗೊಳಿಸಬೇಕು ಎಂದು ಸೂಚಿಸಿದೆ. ಜನವರಿ 20ರೊಳಗೆ ನಿರ್ಧಾರ ಕೈಗೊಳ್ಳುವಂತೆ ಹೈಕೋರ್ಟ್‌ಗೆ ಸೂಚನೆ ನೀಡಲಾಗಿದೆ. ಮುಂದಿನ ವಿಚಾರಣೆ ಹೈಕೋರ್ಟ್‌ನಲ್ಲೇ ನಡೆಯಲಿದೆ ಎಂದು ಪೀಠ ಸ್ಪಷ್ಟಪಡಿಸಿದೆ. ಚಿತ್ರ ಜನವರಿ 9ರಂದು ಬಿಡುಗಡೆಯಾಗಬೇಕಿತ್ತು. bbox=[428, 685, 578, 799]
damaged-engine-photo bbox=[642, 1238, 792, 1350]
issue-date: 18.1.2026 bbox=[806, 39, 847, 48]
